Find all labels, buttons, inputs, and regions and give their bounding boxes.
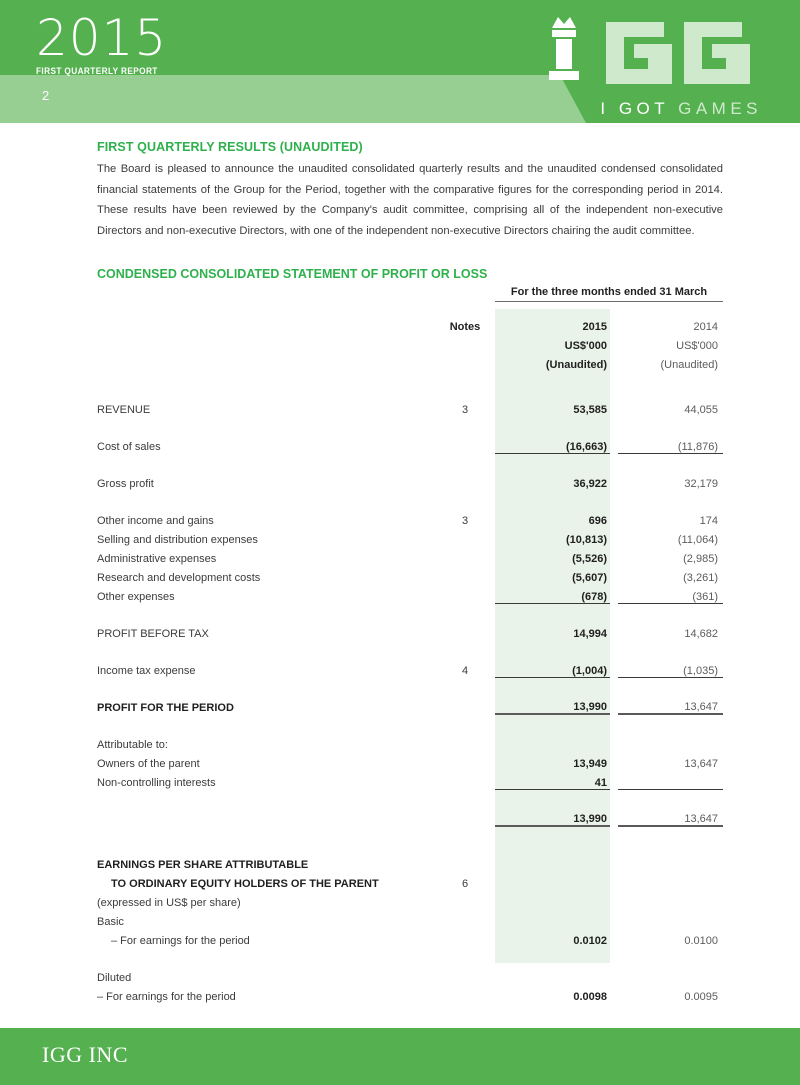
- spacer: [97, 371, 723, 397]
- table-row: [97, 770, 723, 789]
- row-label: Diluted: [97, 972, 132, 984]
- row-label: Other income and gains: [97, 515, 214, 527]
- row-value-2014: (361): [618, 584, 723, 603]
- table-row: [97, 527, 723, 546]
- table-row: [97, 546, 723, 565]
- row-value-2015: (5,607): [572, 572, 607, 584]
- row-note: 6: [461, 878, 469, 890]
- table-row: [97, 928, 723, 947]
- row-label: Other expenses: [97, 591, 175, 603]
- row-value-2015: 0.0098: [573, 991, 607, 1003]
- page-footer: [0, 1028, 800, 1085]
- row-note: [435, 471, 495, 490]
- table-row: [97, 890, 723, 909]
- table-column-year-row: [97, 314, 723, 333]
- spacer: [97, 714, 723, 732]
- row-note: 4: [461, 665, 469, 677]
- table-row: [97, 984, 723, 1003]
- row-value-2014: 13,647: [618, 695, 723, 714]
- spacer: [97, 789, 723, 807]
- spacer: [97, 302, 723, 314]
- row-value-2015: 13,990: [495, 695, 610, 714]
- table-row: [97, 397, 723, 416]
- igg-logo-icon: [544, 14, 764, 92]
- table-row: [97, 751, 723, 770]
- row-value-2015: 41: [495, 770, 610, 789]
- row-note: [435, 584, 495, 603]
- table-row: [97, 565, 723, 584]
- table-row: [97, 584, 723, 603]
- row-label: Basic: [97, 916, 124, 928]
- spacer: [97, 826, 723, 852]
- row-label: Administrative expenses: [97, 553, 217, 565]
- row-label: [97, 807, 435, 826]
- row-value-2014: (3,261): [683, 572, 718, 584]
- row-note: [435, 621, 495, 640]
- row-label: REVENUE: [97, 404, 151, 416]
- table-row: [97, 508, 723, 527]
- row-label: Income tax expense: [97, 665, 196, 677]
- header-2014-unit: US$'000: [676, 340, 718, 352]
- row-value-2014: 0.0100: [684, 935, 718, 947]
- row-note: [435, 546, 495, 565]
- row-value-2014: (2,985): [683, 553, 718, 565]
- spacer: [97, 453, 723, 471]
- header-2015-year: 2015: [582, 321, 607, 333]
- period-header: For the three months ended 31 March: [510, 286, 708, 298]
- spacer: [97, 603, 723, 621]
- header-2014-status: (Unaudited): [660, 359, 718, 371]
- header-2015-status: (Unaudited): [545, 359, 607, 371]
- row-label: Gross profit: [97, 478, 154, 490]
- header-accent-band: [0, 75, 600, 123]
- row-value-2015: 36,922: [573, 478, 607, 490]
- spacer: [97, 490, 723, 508]
- spacer: [97, 947, 723, 965]
- row-note: 3: [461, 404, 469, 416]
- page-number: 2: [42, 88, 50, 103]
- row-label: TO ORDINARY EQUITY HOLDERS OF THE PARENT: [111, 878, 379, 890]
- row-value-2015: 14,994: [573, 628, 607, 640]
- intro-section: [97, 140, 723, 281]
- intro-paragraph: The Board is pleased to announce the unaudited consolidated quarterly results and the unaudited condensed consolidated financial statements of the Group for the Period, together with the comparative figures for the corresponding period in 2014. These results have been reviewed by the Company's audit committee, comprising all of the independent non-executive Directors and non-executive Directors, with one of the independent non-executive Directors chairing the audit committee.: [97, 163, 723, 237]
- row-value-2015: 696: [588, 515, 607, 527]
- row-label: Non-controlling interests: [97, 777, 216, 789]
- tagline-games: GAMES: [678, 99, 762, 118]
- table-row: [97, 434, 723, 453]
- row-note: 3: [461, 515, 469, 527]
- table-row: [97, 695, 723, 714]
- row-note: [435, 928, 495, 947]
- spacer: [97, 416, 723, 434]
- row-label: PROFIT BEFORE TAX: [97, 628, 209, 640]
- financial-statement-table: [97, 286, 723, 1003]
- header-2014-year: 2014: [693, 321, 718, 333]
- spacer: [97, 640, 723, 658]
- igg-logo: [544, 14, 764, 119]
- row-note: [435, 565, 495, 584]
- row-value-2015: (5,526): [572, 553, 607, 565]
- row-label: Research and development costs: [97, 572, 261, 584]
- table-row: [97, 658, 723, 677]
- report-year: 2015: [36, 9, 168, 67]
- table-row: [97, 909, 723, 928]
- row-label: PROFIT FOR THE PERIOD: [97, 702, 234, 714]
- section-title-statement: CONDENSED CONSOLIDATED STATEMENT OF PROFIT OR LOSS: [97, 267, 488, 281]
- table-row: [97, 852, 723, 871]
- spacer: [97, 677, 723, 695]
- notes-header: Notes: [449, 321, 481, 333]
- row-value-2014: (1,035): [618, 658, 723, 677]
- table-row: [97, 871, 723, 890]
- row-value-2014: 13,647: [684, 758, 718, 770]
- table-column-status-row: [97, 352, 723, 371]
- row-value-2015: 53,585: [573, 404, 607, 416]
- section-title-results: FIRST QUARTERLY RESULTS (UNAUDITED): [97, 140, 363, 154]
- row-value-2014: 32,179: [684, 478, 718, 490]
- row-label: (expressed in US$ per share): [97, 897, 241, 909]
- row-value-2015: 0.0102: [573, 935, 607, 947]
- table-row: [97, 807, 723, 826]
- row-note: [435, 751, 495, 770]
- table-row: [97, 621, 723, 640]
- table-row: [97, 732, 723, 751]
- row-note: [435, 527, 495, 546]
- row-value-2015: 13,990: [495, 807, 610, 826]
- footer-company-name: IGG INC: [42, 1042, 128, 1067]
- row-value-2015: (16,663): [495, 434, 610, 453]
- row-value-2014: (11,064): [677, 534, 718, 546]
- row-value-2014: 44,055: [684, 404, 718, 416]
- row-value-2014: 14,682: [684, 628, 718, 640]
- row-label: – For earnings for the period: [97, 991, 236, 1003]
- page-header: [0, 0, 800, 123]
- report-type-label: FIRST QUARTERLY REPORT: [36, 66, 158, 76]
- row-value-2015: (678): [495, 584, 610, 603]
- row-value-2015: (10,813): [566, 534, 607, 546]
- row-note: [435, 984, 495, 1003]
- row-note: [435, 434, 495, 453]
- row-note: [435, 695, 495, 714]
- header-2015-unit: US$'000: [564, 340, 607, 352]
- row-value-2015: 13,949: [573, 758, 607, 770]
- tagline-igot: I GOT: [600, 99, 669, 118]
- report-year-block: [36, 9, 296, 76]
- row-label: EARNINGS PER SHARE ATTRIBUTABLE: [97, 859, 309, 871]
- row-label: Owners of the parent: [97, 758, 200, 770]
- table-period-header-row: [97, 286, 723, 301]
- row-value-2014: 13,647: [618, 807, 723, 826]
- row-label: – For earnings for the period: [111, 935, 250, 947]
- table-row: [97, 965, 723, 984]
- row-value-2014: [618, 770, 723, 789]
- row-value-2015: (1,004): [495, 658, 610, 677]
- table-column-unit-row: [97, 333, 723, 352]
- row-label: Selling and distribution expenses: [97, 534, 258, 546]
- row-note: [435, 770, 495, 789]
- row-label: Attributable to:: [97, 739, 168, 751]
- table-row: [97, 471, 723, 490]
- row-label: Cost of sales: [97, 441, 161, 453]
- row-value-2014: 0.0095: [684, 991, 718, 1003]
- row-value-2014: (11,876): [618, 434, 723, 453]
- row-value-2014: 174: [699, 515, 718, 527]
- igg-tagline: [600, 99, 762, 119]
